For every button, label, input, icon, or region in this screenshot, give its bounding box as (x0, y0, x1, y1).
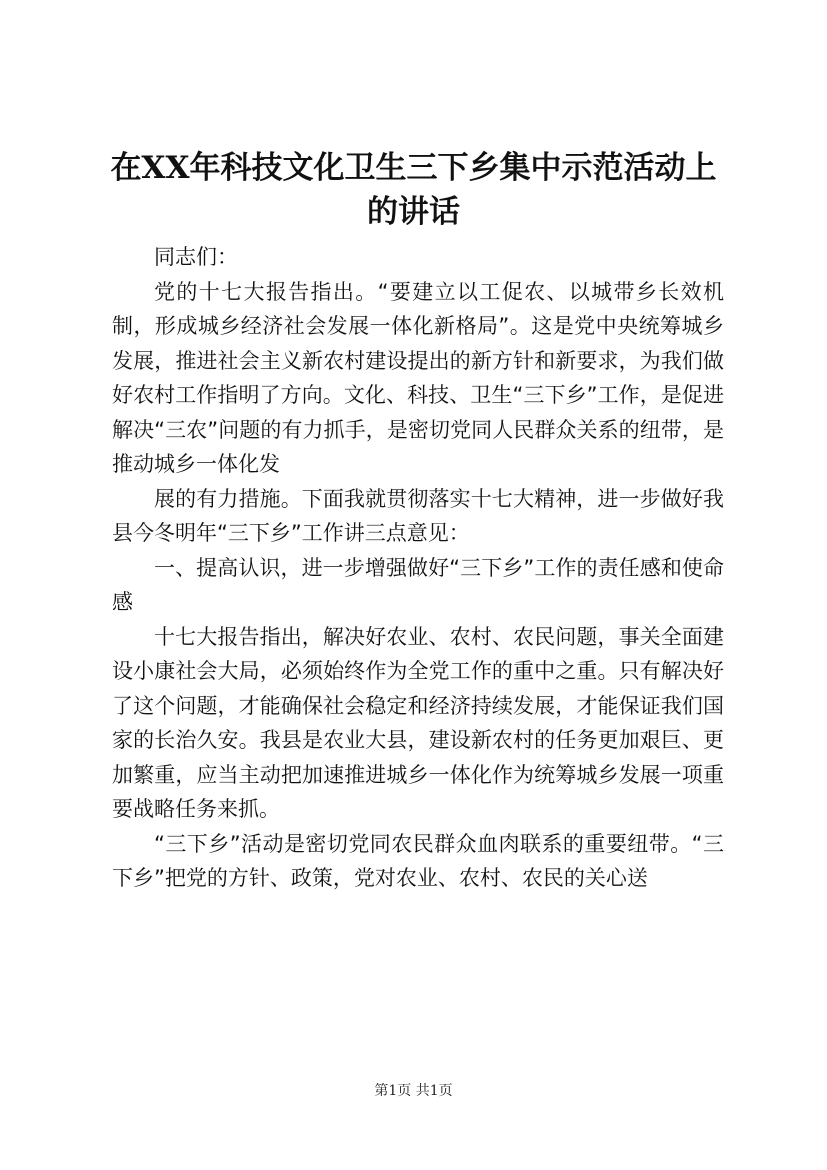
paragraph-1: 党的十七大报告指出。“要建立以工促农、以城带乡长效机制，形成城乡经济社会发展一体化新格局”。这是党中央统筹城乡发展，推进社会主义新农村建设提出的新方针和新要求，为我们做好农村工作指明了方向。文化、科技、卫生“三下乡”工作，是促进解决“三农”问题的有力抓手，是密切党同人民群众关系的纽带，是推动城乡一体化发 (112, 279, 724, 476)
section-heading-1: 一、提高认识，进一步增强做好“三下乡”工作的责任感和使命感 (112, 555, 724, 614)
document-body (112, 240, 724, 896)
title-line-1: 在XX年科技文化卫生三下乡集中示范活动上 (110, 150, 717, 186)
title-line-2: 的讲话 (367, 194, 460, 230)
salutation: 同志们： (154, 245, 238, 269)
page-footer: 第1页 共1页 (374, 1083, 453, 1099)
paragraph-2: 展的有力措施。下面我就贯彻落实十七大精神，进一步做好我县今冬明年“三下乡”工作讲三点意见： (112, 486, 724, 545)
paragraph-3: 十七大报告指出，解决好农业、农村、农民问题，事关全面建设小康社会大局，必须始终作为全党工作的重中之重。只有解决好了这个问题，才能确保社会稳定和经济持续发展，才能保证我们国家的长治久安。我县是农业大县，建设新农村的任务更加艰巨、更加繁重，应当主动把加速推进城乡一体化作为统筹城乡发展一项重要战略任务来抓。 (112, 624, 724, 821)
document-title (100, 146, 727, 234)
paragraph-4: “三下乡”活动是密切党同农民群众血肉联系的重要纽带。“三下乡”把党的方针、政策，党对农业、农村、农民的关心送 (112, 831, 724, 890)
